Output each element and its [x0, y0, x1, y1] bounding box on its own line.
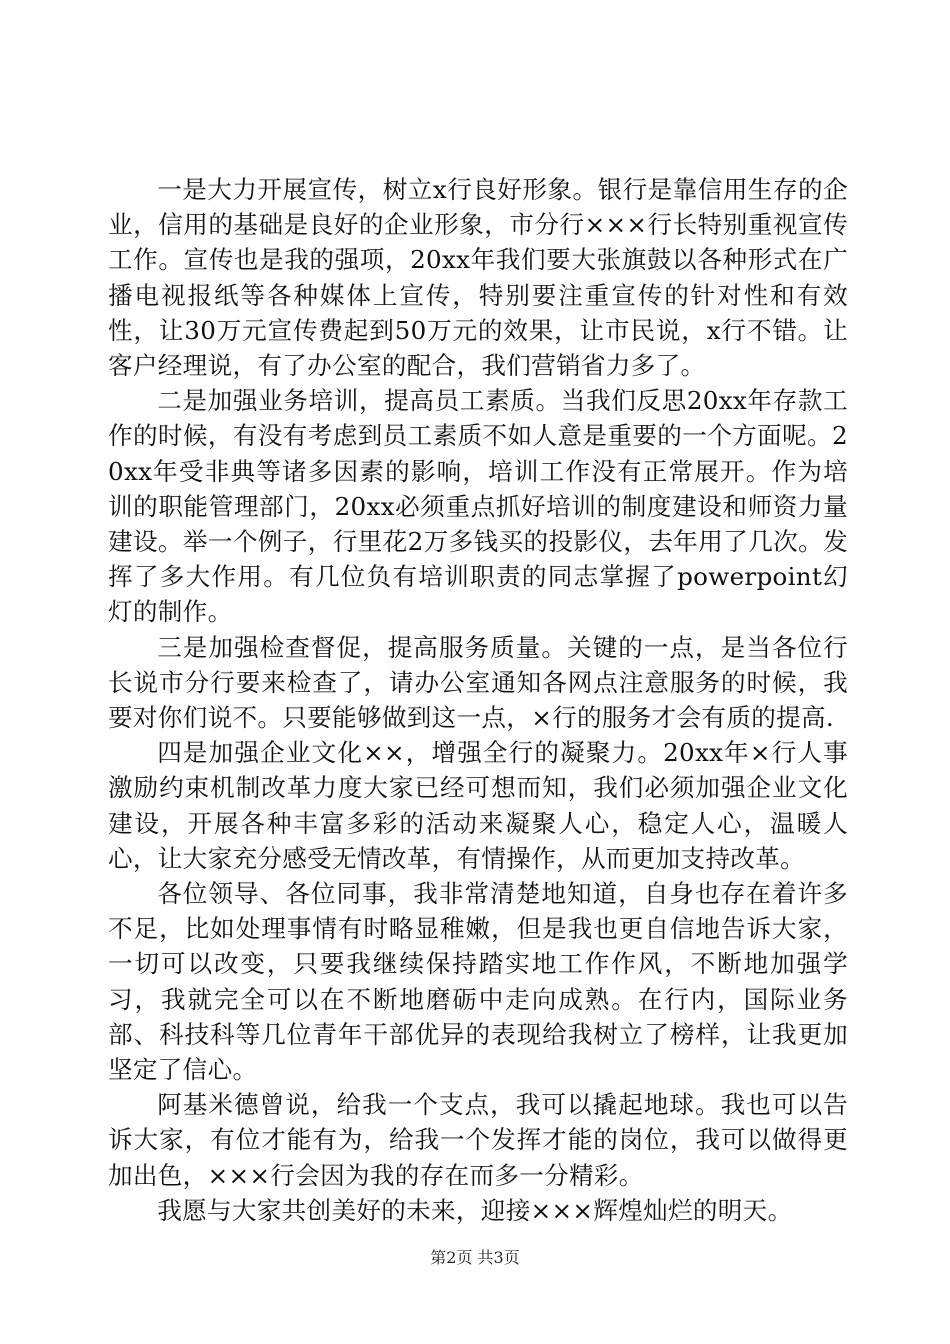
- paragraph-training: 二是加强业务培训，提高员工素质。当我们反思20xx年存款工作的时候，有没有考虑到员工素质不如人意是重要的一个方面呢。20xx年受非典等诸多因素的影响，培训工作没有正常展开。作为培训的职能管理部门，20xx必须重点抓好培训的制度建设和师资力量建设。举一个例子，行里花2万多钱买的投影仪，去年用了几次。发挥了多大作用。有几位负有培训职责的同志掌握了powerpoint幻灯的制作。: [108, 386, 848, 627]
- paragraph-culture: 四是加强企业文化××，增强全行的凝聚力。20xx年×行人事激励约束机制改革力度大家已经可想而知，我们必须加强企业文化建设，开展各种丰富多彩的活动来凝聚人心，稳定人心，温暖人心，让大家充分感受无情改革，有情操作，从而更加支持改革。: [108, 738, 848, 873]
- document-body: [108, 172, 848, 1228]
- paragraph-archimedes: 阿基米德曾说，给我一个支点，我可以撬起地球。我也可以告诉大家，有位才能有为，给我一个发挥才能的岗位，我可以做得更加出色，×××行会因为我的存在而多一分精彩。: [108, 1090, 848, 1190]
- paragraph-closing: 我愿与大家共创美好的未来，迎接×××辉煌灿烂的明天。: [157, 1195, 793, 1225]
- paragraph-publicity: 一是大力开展宣传，树立x行良好形象。银行是靠信用生存的企业，信用的基础是良好的企业形象，市分行×××行长特别重视宣传工作。宣传也是我的强项，20xx年我们要大张旗鼓以各种形式在广播电视报纸等各种媒体上宣传，特别要注重宣传的针对性和有效性，让30万元宣传费起到50万元的效果，让市民说，x行不错。让客户经理说，有了办公室的配合，我们营销省力多了。: [108, 175, 848, 381]
- page-number-footer: 第2页 共3页: [430, 1248, 520, 1267]
- paragraph-inspection: 三是加强检查督促，提高服务质量。关键的一点，是当各位行长说市分行要来检查了，请办公室通知各网点注意服务的时候，我要对你们说不。只要能够做到这一点，×行的服务才会有质的提高.: [108, 632, 848, 733]
- paragraph-self-assessment: 各位领导、各位同事，我非常清楚地知道，自身也存在着许多不足，比如处理事情有时略显稚嫩，但是我也更自信地告诉大家，一切可以改变，只要我继续保持踏实地工作作风，不断地加强学习，我就完全可以在不断地磨砺中走向成熟。在行内，国际业务部、科技科等几位青年干部优异的表现给我树立了榜样，让我更加坚定了信心。: [108, 879, 848, 1085]
